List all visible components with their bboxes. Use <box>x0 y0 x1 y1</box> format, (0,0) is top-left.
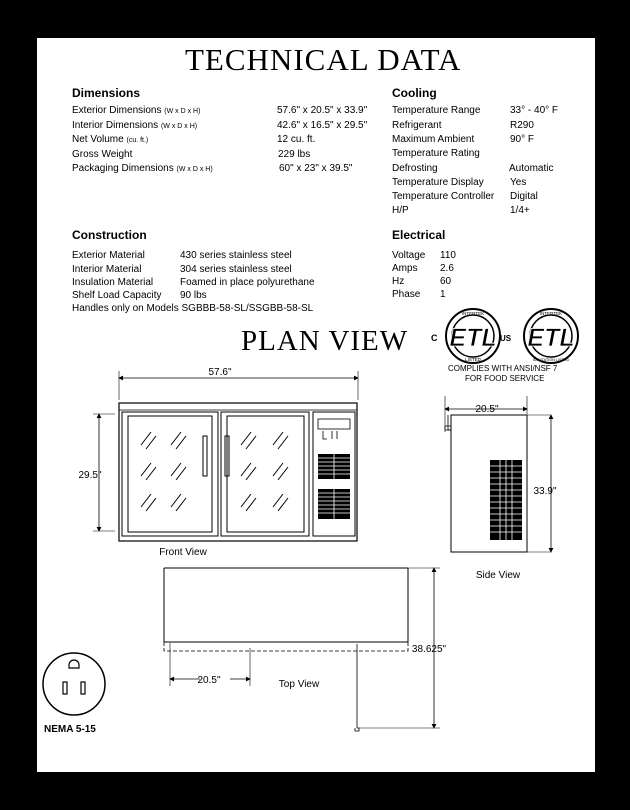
nema-plug-icon <box>43 653 105 715</box>
top-view-caption: Top View <box>278 679 320 690</box>
side-height-label: 33.9" <box>533 486 557 497</box>
electrical-value: 1 <box>440 289 446 300</box>
cooling-value: Automatic <box>509 163 554 174</box>
side-view-caption: Side View <box>475 570 521 581</box>
etl-listed-top-text: INTERTEK <box>461 311 485 316</box>
spec-sheet-page <box>37 38 595 772</box>
dimensions-value: 57.6" x 20.5" x 33.9" <box>277 105 368 116</box>
dimensions-row: Exterior Dimensions (W x D x H) <box>72 105 201 116</box>
dimensions-value: 12 cu. ft. <box>277 134 316 145</box>
left-glass-door <box>122 412 218 536</box>
top-door-swing <box>164 642 408 651</box>
electrical-label: Amps <box>392 263 418 274</box>
top-cabinet-outline <box>164 568 408 642</box>
construction-label: Insulation Material <box>72 277 154 288</box>
construction-value: 430 series stainless steel <box>180 250 292 261</box>
electrical-label: Voltage <box>392 250 426 261</box>
cooling-label: Temperature Range <box>392 105 481 116</box>
plan-view-drawings <box>37 38 595 772</box>
construction-label: Exterior Material <box>72 250 145 261</box>
dimensions-value: 229 lbs <box>278 149 311 160</box>
etl-sanitation-letters: ETL <box>527 324 575 352</box>
side-view-drawing <box>445 396 551 552</box>
cooling-label: Maximum Ambient <box>392 134 475 145</box>
electrical-label: Hz <box>392 276 405 287</box>
construction-label: Shelf Load Capacity <box>72 290 162 301</box>
etl-listed-letters: ETL <box>449 324 497 352</box>
height-dimension-label: 29.5" <box>78 470 102 481</box>
dimensions-row: Interior Dimensions (W x D x H) <box>72 120 198 131</box>
cooling-value: 1/4+ <box>510 205 530 216</box>
dimensions-heading: Dimensions <box>72 86 141 100</box>
top-open-depth-label: 38.625" <box>411 644 447 655</box>
left-door-handle <box>203 436 207 476</box>
cooling-label: Temperature Display <box>392 177 484 188</box>
glass-glare-marks <box>141 432 288 511</box>
cooling-label: Refrigerant <box>392 120 442 131</box>
etl-listed-bottom-text: LISTED <box>465 357 481 362</box>
etl-sanitation-top-text: INTERTEK <box>539 311 563 316</box>
electrical-heading: Electrical <box>392 228 446 242</box>
top-depth-label: 20.5" <box>197 675 221 686</box>
plan-view-title: PLAN VIEW <box>241 325 409 357</box>
cooling-label: Defrosting <box>392 163 438 174</box>
cooling-value: 33° - 40° F <box>510 105 559 116</box>
dimensions-row: Packaging Dimensions (W x D x H) <box>72 163 213 174</box>
cooling-value: Yes <box>510 177 527 188</box>
side-depth-label: 20.5" <box>475 404 499 415</box>
width-dimension-label: 57.6" <box>208 367 232 378</box>
nema-label: NEMA 5-15 <box>44 724 96 735</box>
cooling-heading: Cooling <box>392 86 437 100</box>
dimensions-row: Net Volume (cu. ft.) <box>72 134 149 145</box>
cooling-value: R290 <box>510 120 534 131</box>
electrical-value: 2.6 <box>440 263 454 274</box>
construction-value: 90 lbs <box>180 290 207 301</box>
front-view-drawing <box>93 371 358 541</box>
nsf-compliance-line-1: COMPLIES WITH ANSI/NSF 7 <box>448 364 558 373</box>
electrical-value: 110 <box>440 250 456 261</box>
cooling-label: H/P <box>392 205 409 216</box>
cooling-value: Digital <box>510 191 538 202</box>
electrical-label: Phase <box>392 289 421 300</box>
construction-heading: Construction <box>72 228 147 242</box>
etl-sanitation-bottom-text: SANITATION LISTED <box>532 358 570 362</box>
page-title: TECHNICAL DATA <box>185 42 462 77</box>
construction-value: 304 series stainless steel <box>180 264 292 275</box>
cooling-label: Temperature Rating <box>392 148 480 159</box>
temperature-display <box>318 419 350 429</box>
dimensions-value: 60" x 23" x 39.5" <box>279 163 353 174</box>
construction-value: Foamed in place polyurethane <box>180 277 315 288</box>
construction-label: Interior Material <box>72 264 142 275</box>
front-view-caption: Front View <box>159 547 207 558</box>
etl-us-label: US <box>500 334 512 343</box>
top-view-drawing <box>164 568 440 731</box>
cooling-label: Temperature Controller <box>392 191 495 202</box>
cooling-value: 90° F <box>510 134 535 145</box>
right-glass-door <box>221 412 309 536</box>
nsf-compliance-line-2: FOR FOOD SERVICE <box>465 374 545 383</box>
dimensions-value: 42.6" x 16.5" x 29.5" <box>277 120 368 131</box>
etl-c-label: C <box>431 333 438 343</box>
construction-note: Handles only on Models SGBBB-58-SL/SSGBB-58-SL <box>72 303 314 314</box>
dimensions-row: Gross Weight <box>72 149 133 160</box>
electrical-value: 60 <box>440 276 452 287</box>
